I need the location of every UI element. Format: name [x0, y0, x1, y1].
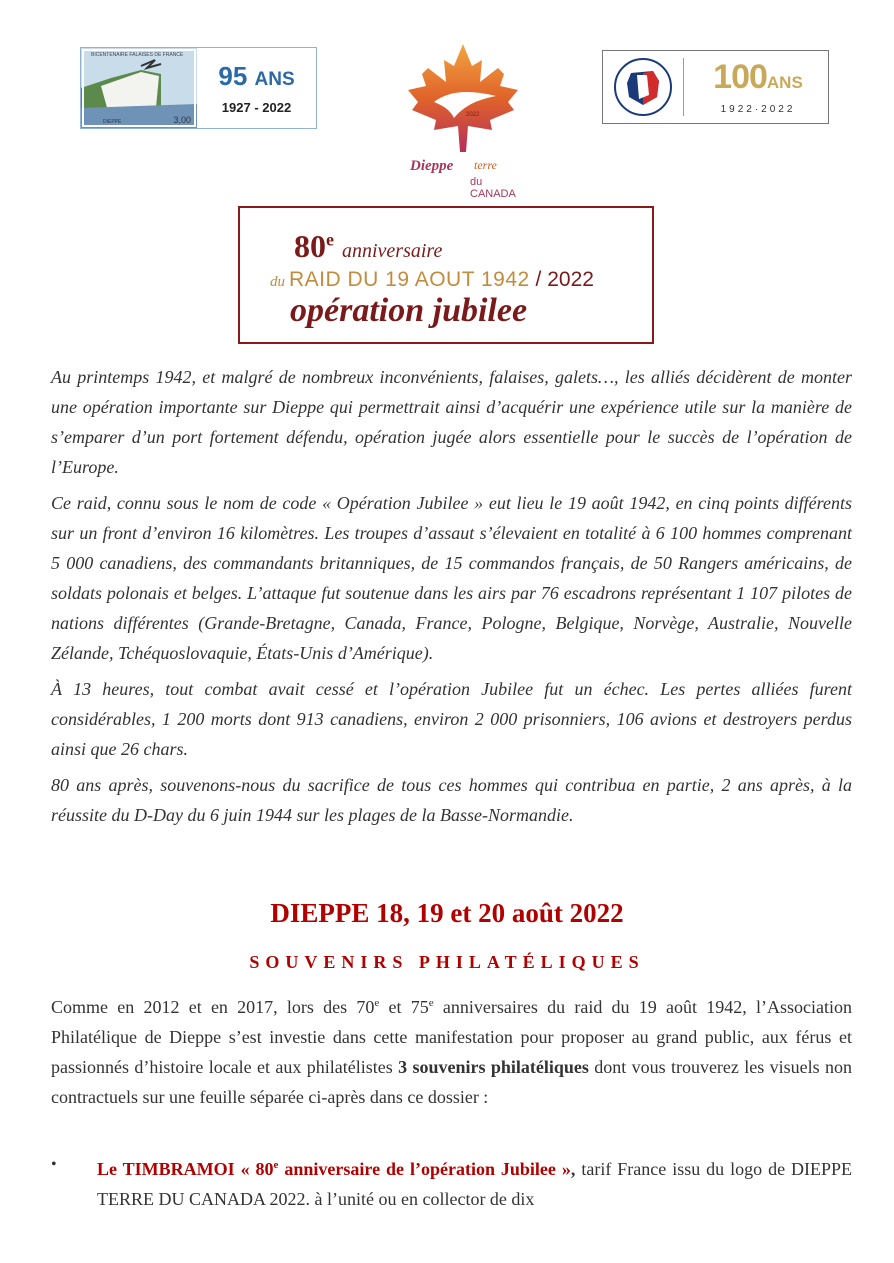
bullet-red-2: anniversaire de l’opération Jubilee »: [278, 1159, 571, 1179]
anniversary-box: [197, 48, 316, 128]
banner-anniversaire: anniversaire: [342, 240, 443, 262]
years-unit: ANS: [254, 68, 295, 90]
body-bold: 3 souvenirs philatéliques: [398, 1057, 589, 1077]
intro-paragraph: 80 ans après, souvenons-nous du sacrifice de tous ces hommes qui contribua en partie, 2 ans après, à la réussite du D-Day du 6 juin 1944 sur les plages de la Basse-Normandie.: [51, 775, 852, 825]
ffap-emblem: [603, 51, 683, 123]
body-part-2: et 75: [379, 997, 429, 1017]
banner-number-sup: e: [326, 229, 334, 250]
banner-operation: opération jubilee: [290, 292, 528, 329]
anniversary-years: [218, 62, 294, 94]
banner-number: [294, 228, 334, 264]
banner-line-raid: [270, 268, 594, 292]
stamp-image: [81, 48, 197, 128]
bullet-red-1: Le TIMBRAMOI « 80: [97, 1159, 274, 1179]
bullet-item: [51, 1150, 852, 1214]
centenary-number: [713, 57, 803, 100]
banner-du: du: [270, 274, 285, 290]
intro-paragraph: À 13 heures, tout combat avait cessé et l’opération Jubilee fut un échec. Les pertes alliées furent considérables, 1 200 morts dont 913 canadiens, environ 2 000 prisonniers, 106 avions et destroyers perdus ainsi que 26 chars.: [51, 679, 852, 759]
logo-95-ans: [80, 47, 317, 129]
bullet-marker: •: [51, 1156, 57, 1173]
intro-paragraph: Ce raid, connu sous le nom de code « Opération Jubilee » eut lieu le 19 août 1942, en cinq points différents sur un front d’environ 16 kilomètres. Les troupes d’assaut s’élevaient en totalité à 6 100 hommes comprenant 5 000 canadiens, des commandants britanniques, de 15 commandos français, de 50 Rangers américains, de soldats polonais et belges. L’attaque fut soutenue dans les airs par 76 escadrons représentant 1 107 pilotes de nations différentes (Grande-Bretagne, Canada, France, Pologne, Belgique, Norvège, Australie, Nouvelle Zélande, Tchéquoslovaquie, États-Unis d’Amérique).: [51, 493, 852, 663]
bullet-text: [97, 1150, 852, 1214]
years-number: 95: [218, 60, 248, 91]
logo-canada: du CANADA: [470, 176, 516, 200]
body-sup-2: e: [428, 997, 434, 1009]
centenary-unit: ANS: [766, 72, 803, 92]
banner-line-anniversary: [294, 228, 442, 265]
body-part-4: dont vous trouverez les visuels non contractuels sur une feuille séparée ci-après dans ce dossier :: [51, 1057, 852, 1107]
intro-text: [51, 362, 852, 836]
logo-city: Dieppe: [410, 158, 454, 174]
body-paragraph: [51, 988, 852, 1112]
logo-year: 2022: [466, 112, 480, 118]
logo-terre: terre: [474, 158, 497, 172]
event-title: DIEPPE 18, 19 et 20 août 2022: [270, 898, 624, 928]
stamp-value: 3,00: [173, 115, 191, 125]
banner-raid: RAID DU 19 AOUT 1942: [289, 268, 530, 291]
logo-ffap-100-ans: [602, 50, 829, 124]
body-part-1: Comme en 2012 et en 2017, lors des 70: [51, 997, 375, 1017]
centenary-value: 100: [713, 57, 767, 96]
anniversary-banner: [238, 206, 654, 344]
intro-paragraph: Au printemps 1942, et malgré de nombreux inconvénients, falaises, galets…, les alliés décidèrent de monter une opération importante sur Dieppe qui permettrait ainsi d’acquérir une expérience utile sur la manière de s’emparer d’un port fortement défendu, opération jugée alors essentielle pour le succès de l’opération de l’Europe.: [51, 367, 852, 477]
maple-leaf-icon: [400, 40, 526, 160]
stamp-caption: BICENTENAIRE FALAISES DE FRANCE: [91, 52, 184, 58]
banner-number-value: 80: [294, 228, 326, 264]
centenary-box: [683, 58, 828, 116]
bullet-rest: tarif France issu du logo de DIEPPE TERRE DU CANADA 2022. à l’unité ou en collector de dix: [97, 1159, 853, 1209]
ffap-emblem-icon: [603, 51, 683, 123]
logo-dieppe-canada: [400, 40, 526, 200]
centenary-range: 1922·2022: [720, 103, 796, 115]
banner-year: / 2022: [529, 268, 594, 291]
bullet-comma: ,: [570, 1159, 576, 1179]
body-part-3: anniversaires du raid du 19 août 1942, l’Association Philatélique de Dieppe s’est investie dans cette manifestation pour proposer au grand public, aux férus et passionnés d’histoire locale et aux philatélistes: [51, 997, 852, 1077]
section-subtitle: SOUVENIRS PHILATÉLIQUES: [249, 952, 645, 972]
years-range: 1927 - 2022: [221, 99, 292, 115]
bullet-red-sup: e: [273, 1159, 279, 1171]
body-sup-1: e: [374, 997, 380, 1009]
stamp-city: DIEPPE: [103, 119, 122, 125]
